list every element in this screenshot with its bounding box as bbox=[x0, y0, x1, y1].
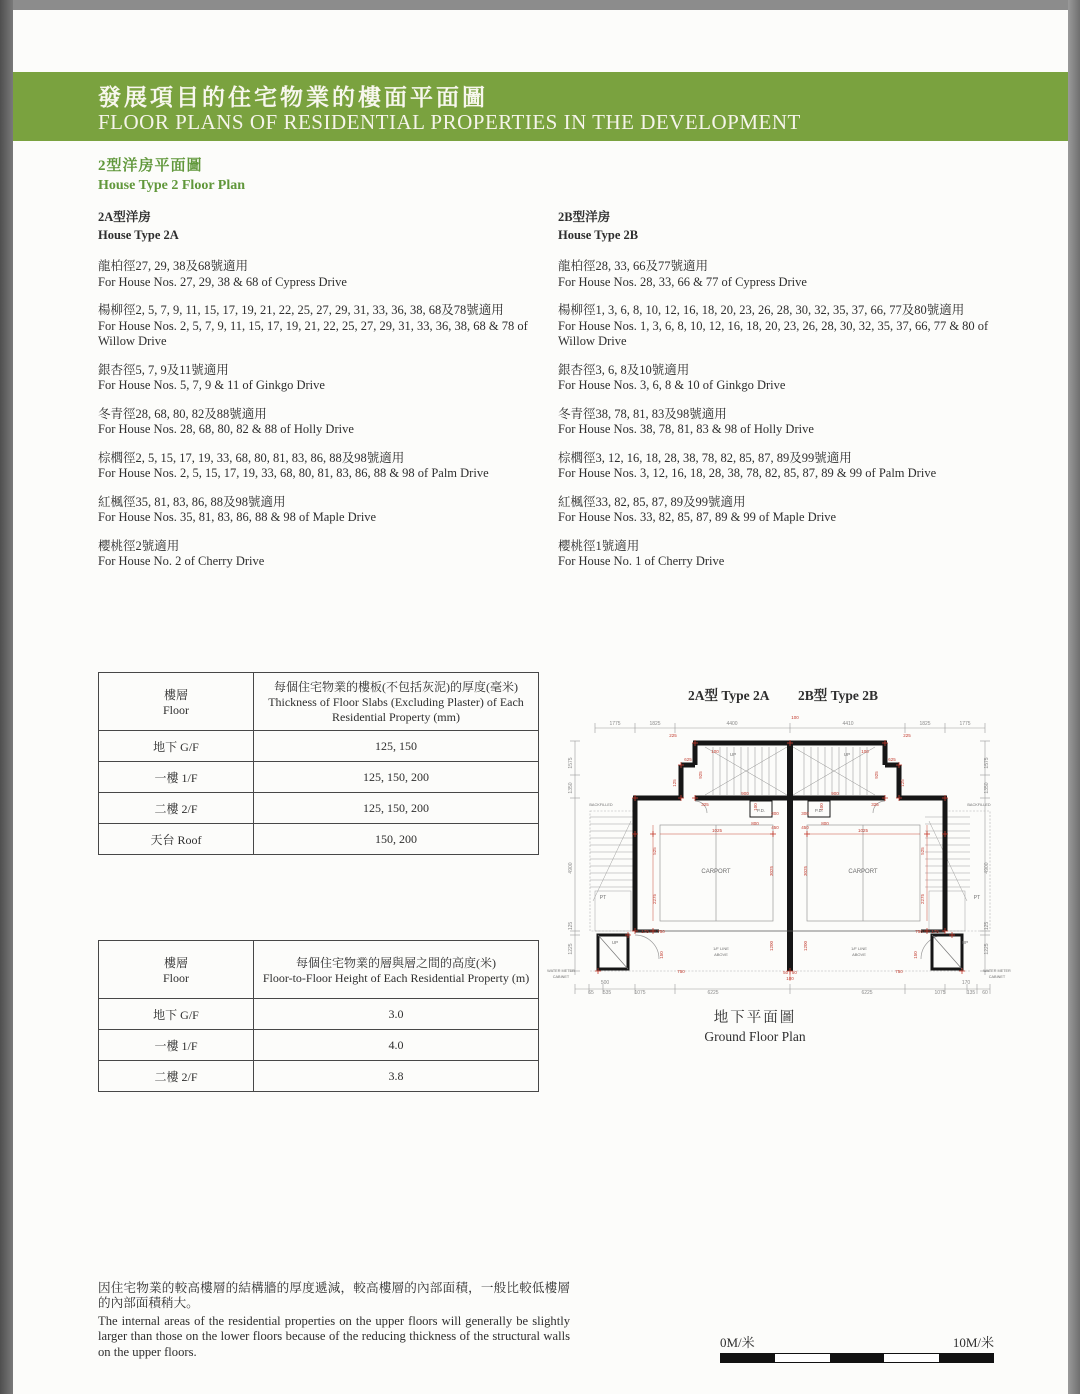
section-title bbox=[98, 154, 245, 194]
floor-cell: 一樓 1/F bbox=[99, 762, 254, 793]
heading-en: House Type 2A bbox=[98, 227, 179, 242]
plabel-text: UP bbox=[961, 940, 969, 945]
value-cell: 125, 150, 200 bbox=[254, 793, 539, 824]
value-cell: 125, 150 bbox=[254, 731, 539, 762]
house-entry: 紅楓徑33, 82, 85, 87, 89及99號適用 For House Nos. 33, 82, 85, 87, 89 & 99 of Maple Drive bbox=[558, 494, 837, 524]
plan-caption bbox=[545, 1006, 965, 1045]
house-type-2a-heading bbox=[98, 210, 560, 243]
table-row bbox=[99, 793, 539, 824]
rdim-text: 325 bbox=[871, 802, 879, 807]
rdim-text: 925 bbox=[698, 771, 703, 779]
value-cell: 3.8 bbox=[254, 1061, 539, 1092]
plabel-text: UP bbox=[843, 752, 851, 757]
gdim-text: 1350 bbox=[984, 782, 990, 794]
rdim-text: 300 bbox=[801, 811, 809, 816]
col2-zh: 每個住宅物業的樓板(不包括灰泥)的厚度(毫米) bbox=[274, 680, 518, 694]
plabel-text: PT bbox=[599, 895, 607, 901]
plabel-text: CARPORT bbox=[848, 869, 878, 875]
floor-height-table bbox=[98, 940, 539, 1092]
footnote-zh: 因住宅物業的較高樓層的結構牆的厚度遞減，較高樓層的內部面積，一般比較低樓層的內部面積稍大。 bbox=[98, 1281, 570, 1311]
plabel-text: BACKFILLED bbox=[967, 803, 991, 807]
rdim-text: 2275 bbox=[920, 893, 925, 905]
rdim-text: 750 bbox=[657, 929, 665, 934]
gdim-text: 1225 bbox=[984, 943, 990, 955]
rdim-text: 625 bbox=[684, 757, 692, 762]
section-title-zh: 2型洋房平面圖 bbox=[98, 158, 203, 174]
floor-cell: 地下 G/F bbox=[99, 731, 254, 762]
house-entry: 棕櫚徑3, 12, 16, 18, 28, 38, 78, 82, 85, 87, 89及99號適用 For House Nos. 3, 12, 16, 18, 28, 38, 78, 82, 85, 87, 89 & 99 of Palm Drive bbox=[558, 450, 937, 480]
house-type-2a-column bbox=[98, 210, 560, 583]
gdim-text: 1350 bbox=[568, 782, 574, 794]
plabel-text: CABINET bbox=[988, 975, 1006, 979]
plabel-text: CARPORT bbox=[701, 869, 731, 875]
rdim-text: 450 bbox=[801, 825, 809, 830]
page-title-en: FLOOR PLANS OF RESIDENTIAL PROPERTIES IN THE DEVELOPMENT bbox=[98, 110, 801, 134]
table-row bbox=[99, 824, 539, 855]
scan-edge-right bbox=[1068, 0, 1080, 1394]
rdim-text: 225 bbox=[669, 733, 677, 738]
rdim-text: 3025 bbox=[769, 865, 774, 877]
plabel-text: 1/F LINE bbox=[851, 946, 867, 951]
plabel-text: P.D. bbox=[756, 808, 766, 813]
height-header-cell bbox=[254, 941, 539, 999]
plabel-text: WATER METER bbox=[983, 969, 1011, 973]
house-list-2b bbox=[558, 259, 1020, 570]
col2-en: Thickness of Floor Slabs (Excluding Plaster) of Each Residential Property (mm) bbox=[268, 695, 524, 724]
col1-en: Floor bbox=[162, 970, 189, 985]
gdim-text: 1225 bbox=[568, 943, 574, 955]
floor-cell: 二樓 2/F bbox=[99, 1061, 254, 1092]
gdim-text: 135 bbox=[966, 990, 976, 996]
rdim-text: 125 bbox=[900, 779, 905, 787]
rdim-text: 925 bbox=[874, 771, 879, 779]
plan-caption-zh: 地下平面圖 bbox=[713, 1010, 797, 1026]
gdim-text: 125 bbox=[568, 921, 574, 931]
floor-header-cell bbox=[99, 673, 254, 731]
gdim-text: 500 bbox=[600, 980, 610, 986]
floor-slab-thickness-table bbox=[98, 672, 539, 855]
rdim-text: 800 bbox=[751, 821, 759, 826]
gdim-text: 1075 bbox=[634, 990, 646, 996]
footnote-en: The internal areas of the residential properties on the upper floors will generally be slightly larger than those on the lower floors because of the reducing thickness of the structural walls on the upper floors. bbox=[98, 1313, 570, 1359]
gdim-text: 1575 bbox=[984, 757, 990, 769]
rdim-text: 525 bbox=[920, 847, 925, 855]
house-entry: 龍柏徑28, 33, 66及77號適用 For House Nos. 28, 33, 66 & 77 of Cypress Drive bbox=[558, 259, 807, 289]
table-row bbox=[99, 1030, 539, 1061]
rdim-text: 175 bbox=[641, 929, 649, 934]
house-entry: 楊柳徑1, 3, 6, 8, 10, 12, 16, 18, 20, 23, 26, 28, 30, 32, 35, 37, 66, 77及80號適用 For House Nos. 1, 3, 6, 8, 10, 12, 16, 18, 20, 23, 26, 28, 30, 32, 35, 37, 66, 77 & 80 of Willow Drive bbox=[558, 303, 989, 348]
rdim-text: 750 bbox=[895, 969, 903, 974]
floor-cell: 一樓 1/F bbox=[99, 1030, 254, 1061]
floor-plan-svg bbox=[545, 703, 1015, 1003]
rdim-text: 450 bbox=[771, 825, 779, 830]
value-cell: 125, 150, 200 bbox=[254, 762, 539, 793]
rdim-text: 175 bbox=[931, 929, 939, 934]
plabel-text: UP bbox=[611, 940, 619, 945]
gdim-text: 1825 bbox=[919, 721, 931, 727]
scale-label-10m: 10M/米 bbox=[952, 1335, 994, 1350]
table-row bbox=[99, 762, 539, 793]
rdim-text: 300 bbox=[771, 811, 779, 816]
rdim-text: 100 bbox=[786, 976, 794, 981]
rdim-text: 750 bbox=[915, 929, 923, 934]
house-entry: 楊柳徑2, 5, 7, 9, 11, 15, 17, 19, 21, 22, 25, 27, 29, 31, 33, 36, 38, 68及78號適用 For House Nos. 2, 5, 7, 9, 11, 15, 17, 19, 21, 22, 25, 27, 29, 31, 33, 36, 38, 68 & 78 of Willow Drive bbox=[98, 303, 528, 348]
house-type-2b-column bbox=[558, 210, 1020, 583]
rdim-text: 325 bbox=[701, 802, 709, 807]
col1-en: Floor bbox=[162, 702, 189, 717]
house-entry: 棕櫚徑2, 5, 15, 17, 19, 33, 68, 80, 81, 83, 86, 88及98號適用 For House Nos. 2, 5, 15, 17, 19, 33, 68, 80, 81, 83, 86, 88 & 98 of Palm Drive bbox=[98, 450, 489, 480]
gdim-text: 65 bbox=[588, 990, 594, 996]
table-header-row bbox=[99, 673, 539, 731]
col1-zh: 樓層 bbox=[163, 955, 188, 970]
col1-zh: 樓層 bbox=[163, 687, 188, 702]
plabel-text: UP bbox=[729, 752, 737, 757]
rdim-text: 1025 bbox=[857, 828, 869, 833]
ground-floor-plan-drawing bbox=[545, 703, 1015, 1003]
col2-en: Floor-to-Floor Height of Each Residential Property (m) bbox=[262, 970, 530, 985]
rdim-text: 100 bbox=[711, 749, 719, 754]
section-title-en: House Type 2 Floor Plan bbox=[98, 178, 246, 193]
rdim-text: 1200 bbox=[803, 940, 808, 952]
rdim-text: 800 bbox=[821, 821, 829, 826]
gdim-text: 1775 bbox=[959, 721, 971, 727]
scan-edge-left bbox=[0, 0, 13, 1394]
gdim-text: 1575 bbox=[568, 757, 574, 769]
house-entry: 櫻桃徑2號適用 For House No. 2 of Cherry Drive bbox=[98, 538, 265, 568]
gdim-text: 1775 bbox=[609, 721, 621, 727]
house-entry: 櫻桃徑1號適用 For House No. 1 of Cherry Drive bbox=[558, 538, 725, 568]
house-entry: 銀杏徑5, 7, 9及11號適用 For House Nos. 5, 7, 9 & 11 of Ginkgo Drive bbox=[98, 362, 325, 392]
rdim-text: 50 | 50 bbox=[783, 970, 797, 975]
plabel-text: WATER METER bbox=[547, 969, 575, 973]
page-header-banner bbox=[13, 72, 1068, 141]
table-row bbox=[99, 731, 539, 762]
rdim-text: 150 bbox=[659, 951, 664, 959]
floor-cell: 地下 G/F bbox=[99, 999, 254, 1030]
plabel-text: ABOVE bbox=[714, 952, 728, 957]
rdim-text: 2275 bbox=[652, 893, 657, 905]
value-cell: 3.0 bbox=[254, 999, 539, 1030]
house-list-2a bbox=[98, 259, 560, 570]
rdim-text: 3025 bbox=[803, 865, 808, 877]
plan-caption-en: Ground Floor Plan bbox=[704, 1029, 806, 1044]
rdim-text: 750 bbox=[677, 969, 685, 974]
rdim-text: 225 bbox=[903, 733, 911, 738]
plabel-text: ABOVE bbox=[852, 952, 866, 957]
rdim-text: 625 bbox=[888, 757, 896, 762]
gdim-text: 4410 bbox=[842, 721, 854, 727]
rdim-text: 150 bbox=[913, 951, 918, 959]
house-entry: 冬青徑38, 78, 81, 83及98號適用 For House Nos. 38, 78, 81, 83 & 98 of Holly Drive bbox=[558, 406, 814, 436]
gdim-text: 4900 bbox=[568, 862, 574, 874]
gdim-text: 1075 bbox=[934, 990, 946, 996]
scan-edge-top bbox=[0, 0, 1080, 10]
rdim-text: 525 bbox=[652, 847, 657, 855]
floor-header-cell bbox=[99, 941, 254, 999]
gdim-text: 60 bbox=[982, 990, 988, 996]
floor-cell: 天台 Roof bbox=[99, 824, 254, 855]
gdim-text: 170 bbox=[961, 980, 971, 986]
rdim-text: 900 bbox=[831, 791, 839, 796]
rdim-text: 900 bbox=[741, 791, 749, 796]
gdim-text: 1825 bbox=[649, 721, 661, 727]
house-type-2b-heading bbox=[558, 210, 1020, 243]
gdim-text: 6225 bbox=[861, 990, 873, 996]
plabel-text: 1/F LINE bbox=[713, 946, 729, 951]
plabel-text: P.D. bbox=[814, 808, 824, 813]
rdim-text: 100 bbox=[753, 803, 758, 811]
plabel-text: PT bbox=[973, 895, 981, 901]
gdim-text: 4900 bbox=[984, 862, 990, 874]
house-entry: 紅楓徑35, 81, 83, 86, 88及98號適用 For House Nos. 35, 81, 83, 86, 88 & 98 of Maple Drive bbox=[98, 494, 377, 524]
gdim-text: 4400 bbox=[726, 721, 738, 727]
rdim-text: 100 bbox=[791, 715, 799, 720]
value-cell: 150, 200 bbox=[254, 824, 539, 855]
page-title-zh: 發展項目的住宅物業的樓面平面圖 bbox=[98, 85, 488, 110]
plabel-text: CABINET bbox=[552, 975, 570, 979]
rdim-text: 125 bbox=[672, 779, 677, 787]
plabel-text: BACKFILLED bbox=[589, 803, 613, 807]
heading-en: House Type 2B bbox=[558, 227, 639, 242]
heading-zh: 2A型洋房 bbox=[98, 210, 151, 224]
house-entry: 冬青徑28, 68, 80, 82及88號適用 For House Nos. 28, 68, 80, 82 & 88 of Holly Drive bbox=[98, 406, 354, 436]
table-header-row bbox=[99, 941, 539, 999]
rdim-text: 1025 bbox=[711, 828, 723, 833]
heading-zh: 2B型洋房 bbox=[558, 210, 611, 224]
rdim-text: 100 bbox=[861, 749, 869, 754]
scale-bar-graphic bbox=[720, 1353, 994, 1363]
house-entry: 銀杏徑3, 6, 8及10號適用 For House Nos. 3, 6, 8 & 10 of Ginkgo Drive bbox=[558, 362, 786, 392]
gdim-text: 6225 bbox=[707, 990, 719, 996]
thickness-header-cell bbox=[254, 673, 539, 731]
plan-title-2a: 2A型 Type 2A bbox=[688, 688, 770, 703]
house-entry: 龍柏徑27, 29, 38及68號適用 For House Nos. 27, 29, 38 & 68 of Cypress Drive bbox=[98, 259, 347, 289]
plan-title-2b: 2B型 Type 2B bbox=[798, 688, 879, 703]
footnote bbox=[98, 1281, 570, 1360]
gdim-text: 535 bbox=[602, 990, 612, 996]
rdim-text: 100 bbox=[819, 803, 824, 811]
scale-label-0m: 0M/米 bbox=[720, 1335, 755, 1350]
rdim-text: 1200 bbox=[769, 940, 774, 952]
scale-bar bbox=[720, 1332, 994, 1363]
table-row bbox=[99, 999, 539, 1030]
table-row bbox=[99, 1061, 539, 1092]
col2-zh: 每個住宅物業的層與層之間的高度(米) bbox=[296, 955, 496, 970]
floor-cell: 二樓 2/F bbox=[99, 793, 254, 824]
value-cell: 4.0 bbox=[254, 1030, 539, 1061]
gdim-text: 125 bbox=[984, 921, 990, 931]
